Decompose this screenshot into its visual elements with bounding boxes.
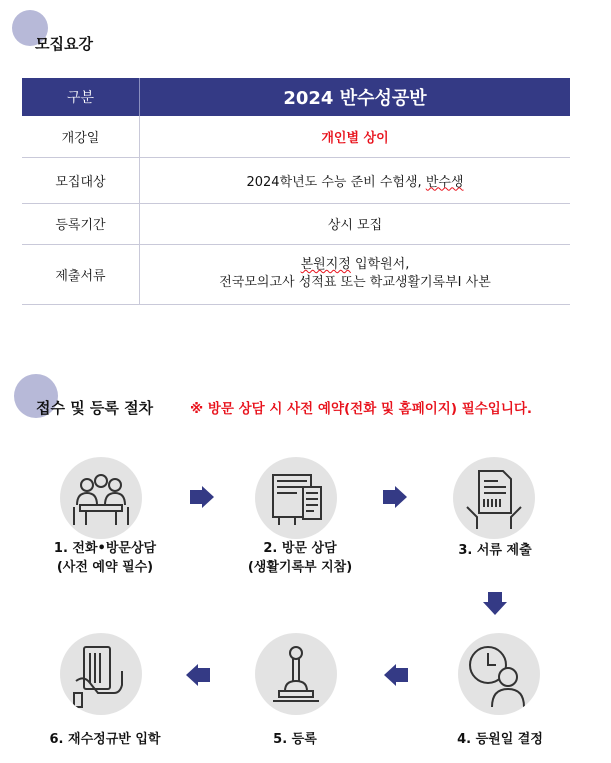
clock-person-icon — [458, 633, 540, 715]
table-row — [22, 244, 570, 304]
arrow-left-2 — [186, 664, 210, 686]
step2-title: 2. 방문 상담 — [263, 541, 337, 556]
step5-icon-circle — [255, 633, 337, 715]
table-row — [22, 157, 570, 203]
reservation-notice: ※ 방문 상담 시 사전 예약(전화 및 홈페이지) 필수입니다. — [190, 401, 533, 417]
step6-label — [30, 730, 180, 749]
row-label-registration: 등록기간 — [22, 203, 140, 244]
card-hand-icon — [60, 633, 142, 715]
meeting-icon — [60, 457, 142, 539]
section2-title: 접수 및 등록 절차 — [36, 399, 154, 417]
target-value-prefix: 2024학년도 수능 준비 수험생, — [246, 174, 426, 190]
step4-icon-circle — [458, 633, 540, 715]
row-value-start-date — [140, 116, 571, 157]
step1-subtitle: (사전 예약 필수) — [56, 560, 154, 575]
step1-icon-circle — [60, 457, 142, 539]
row-value-registration: 상시 모집 — [140, 203, 571, 244]
table-row — [22, 116, 570, 157]
step4-title: 4. 등원일 결정 — [457, 732, 543, 747]
row-label-start-date: 개강일 — [22, 116, 140, 157]
submit-document-icon — [453, 457, 535, 539]
documents-line2: 전국모의고사 성적표 또는 학교생활기록부I 사본 — [219, 275, 491, 290]
row-label-documents: 제출서류 — [22, 244, 140, 304]
documents-line1-rest: 입학원서, — [350, 257, 410, 272]
table-header-program: 2024 반수성공반 — [140, 78, 571, 116]
arrow-left-1 — [384, 664, 408, 686]
row-label-target: 모집대상 — [22, 157, 140, 203]
step6-title: 6. 재수정규반 입학 — [49, 732, 161, 747]
section1-title: 모집요강 — [35, 35, 93, 53]
step5-title: 5. 등록 — [273, 732, 317, 747]
step3-icon-circle — [453, 457, 535, 539]
arrow-down — [483, 592, 507, 616]
recruit-info-table — [22, 78, 570, 305]
stamp-icon — [255, 633, 337, 715]
step5-label — [230, 730, 360, 749]
row-value-target — [140, 157, 571, 203]
table-row — [22, 203, 570, 244]
row-value-documents — [140, 244, 571, 304]
step2-subtitle: (생활기록부 지참) — [247, 560, 353, 575]
table-header-category: 구분 — [22, 78, 140, 116]
step3-label — [430, 541, 560, 560]
step2-label — [225, 539, 375, 577]
documents-icon — [255, 457, 337, 539]
start-date-value: 개인별 상이 — [321, 130, 389, 146]
step2-icon-circle — [255, 457, 337, 539]
documents-line1-highlight: 본원지정 — [300, 257, 351, 272]
table-header-row — [22, 78, 570, 116]
step4-label — [435, 730, 565, 749]
arrow-right-2 — [383, 486, 407, 508]
step6-icon-circle — [60, 633, 142, 715]
step1-label — [30, 539, 180, 577]
target-value-highlight: 반수생 — [425, 174, 464, 190]
arrow-right-1 — [190, 486, 214, 508]
step1-title: 1. 전화•방문상담 — [53, 541, 157, 556]
step3-title: 3. 서류 제출 — [458, 543, 532, 558]
